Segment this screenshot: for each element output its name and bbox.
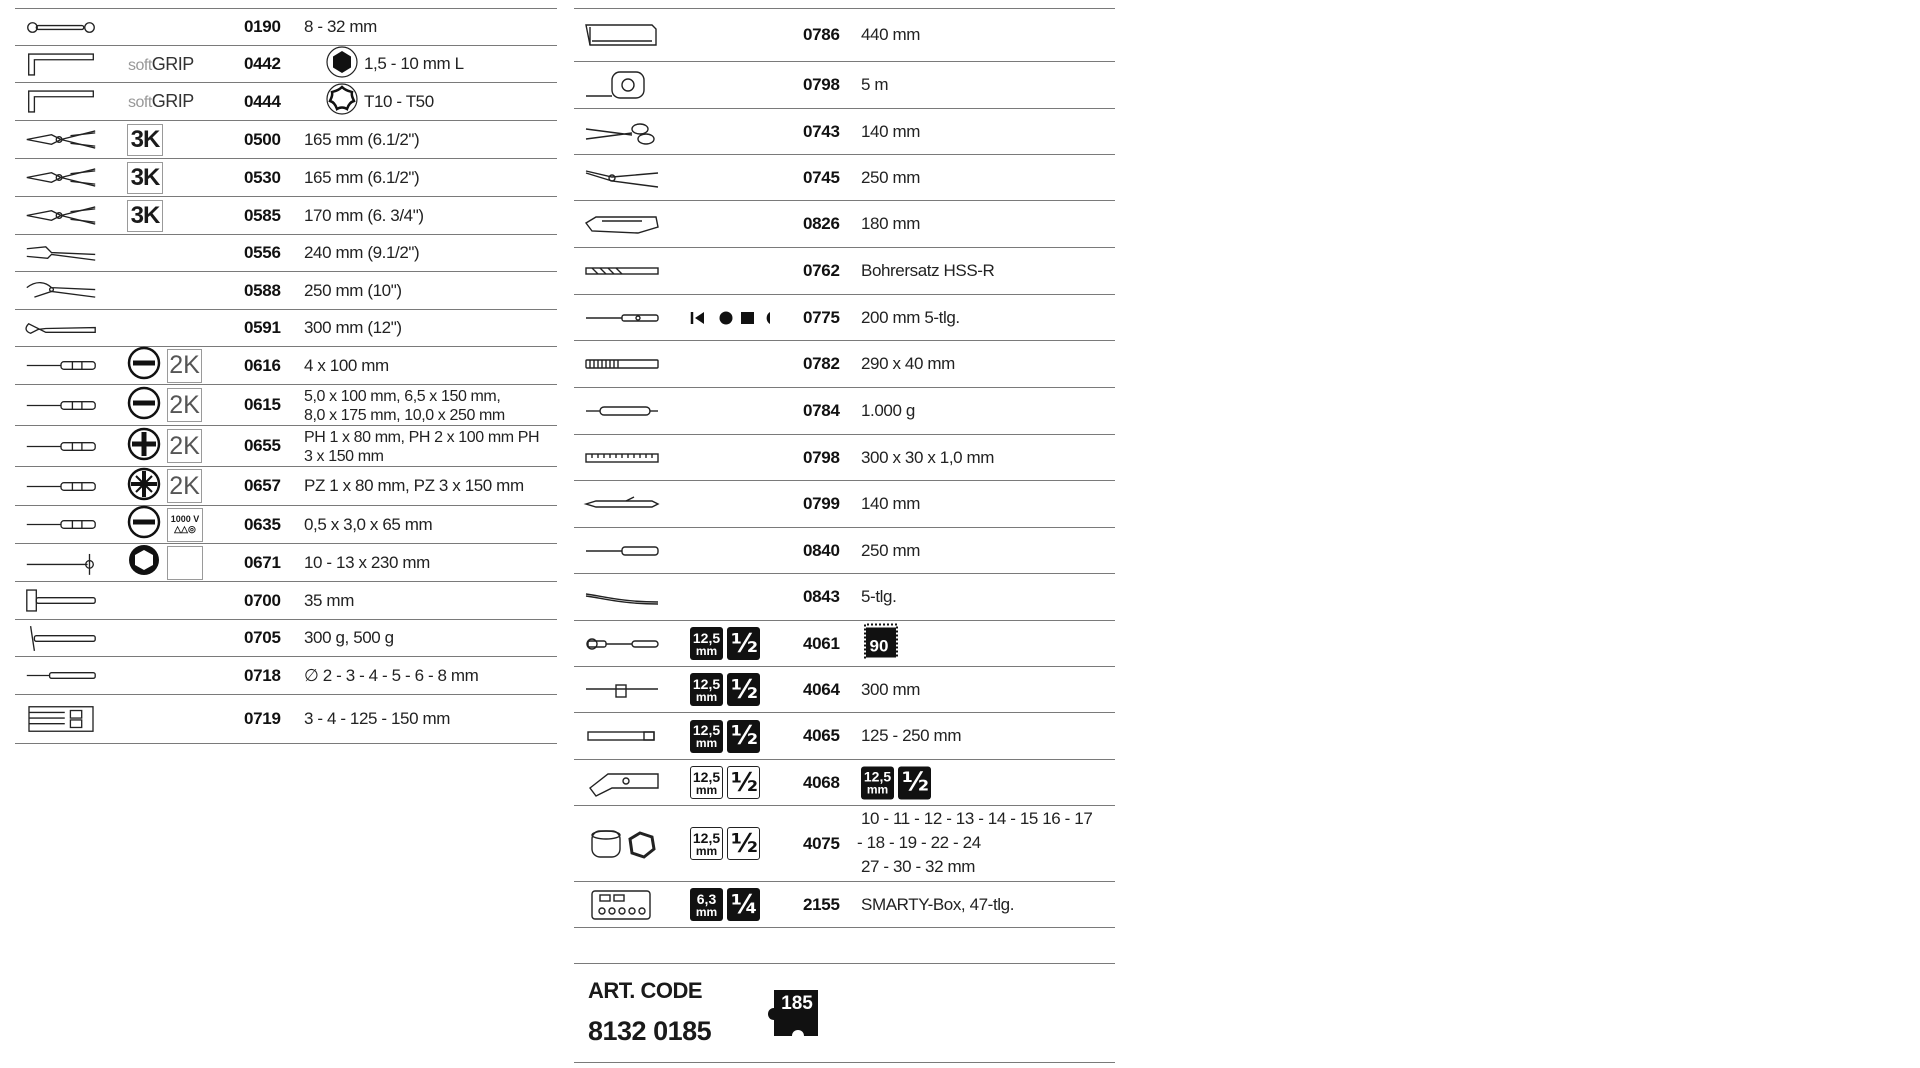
table-row xyxy=(574,528,1115,574)
description: 300 mm xyxy=(861,679,921,699)
table-row xyxy=(574,713,1115,760)
article-number: 0588 xyxy=(244,280,281,300)
table-row xyxy=(15,506,557,544)
table-row xyxy=(15,197,557,235)
table-row xyxy=(15,426,557,467)
description: 125 - 250 mm xyxy=(861,725,962,745)
screwdriver-icon xyxy=(17,467,105,505)
table-row xyxy=(15,544,557,582)
hammer-icon xyxy=(17,620,105,656)
slotted-icon xyxy=(127,386,161,425)
3k-badge: 3K xyxy=(127,200,163,232)
utility-knife-icon xyxy=(576,201,668,247)
table-row xyxy=(15,620,557,657)
needle-nose-pliers-icon xyxy=(17,197,105,234)
description: 0,5 x 3,0 x 65 mm xyxy=(304,514,433,534)
table-row xyxy=(15,657,557,695)
torx-key-icon xyxy=(17,83,105,120)
table-row xyxy=(574,882,1115,928)
empty-badge xyxy=(167,546,203,580)
drive-size-badge: 12,5 mm xyxy=(690,827,723,860)
handle-icon xyxy=(576,388,668,434)
badge-cell xyxy=(128,46,194,82)
t-handle-icon xyxy=(17,544,105,581)
description: 140 mm xyxy=(861,493,921,513)
description: 440 mm xyxy=(861,24,921,44)
article-number: 0585 xyxy=(244,205,281,225)
badge-cell xyxy=(690,713,760,759)
description: 5,0 x 100 mm, 6,5 x 150 mm, xyxy=(304,388,501,405)
article-number: 0719 xyxy=(244,709,281,728)
drive-size-badge: 12,5 mm xyxy=(690,627,723,660)
article-number: 4061 xyxy=(803,633,840,653)
article-number: 0442 xyxy=(244,54,281,73)
badge-cell xyxy=(127,385,202,425)
description-line-2: 3 x 150 mm xyxy=(304,448,384,465)
table-row xyxy=(15,385,557,426)
punch-icon xyxy=(17,657,105,694)
table-row xyxy=(15,582,557,620)
extension-bar-icon xyxy=(576,713,668,759)
description-line-2: - 18 - 19 - 22 - 24 xyxy=(857,833,981,852)
screwdriver-icon xyxy=(17,385,105,425)
2k-badge: 2K xyxy=(167,469,202,503)
drive-fraction-badge: ½ xyxy=(727,673,760,706)
article-number: 0671 xyxy=(244,552,281,572)
badge-cell xyxy=(690,621,760,666)
table-row xyxy=(574,62,1115,109)
article-number: 0826 xyxy=(803,214,840,233)
drive-fraction-badge: ¼ xyxy=(727,888,760,921)
angle-90-icon xyxy=(861,622,899,665)
table-row xyxy=(574,201,1115,248)
drive-fraction-badge: ½ xyxy=(727,766,760,799)
left-column xyxy=(15,8,557,744)
table-row xyxy=(15,235,557,272)
adapter-icon xyxy=(576,760,668,805)
article-number: 0190 xyxy=(244,17,281,36)
table-row xyxy=(574,155,1115,201)
badge-cell xyxy=(127,467,202,505)
description: 10 - 13 x 230 mm xyxy=(304,552,430,572)
softgrip-logo: softGRIP xyxy=(128,91,194,111)
tin-snips-icon xyxy=(576,155,668,200)
badge-cell xyxy=(128,83,194,120)
table-row xyxy=(574,248,1115,295)
hex-solid-icon xyxy=(325,45,359,84)
right-column xyxy=(574,8,1115,928)
article-number: 4068 xyxy=(803,772,840,792)
scissors-icon xyxy=(576,109,668,154)
hex-socket-icon xyxy=(127,543,161,582)
table-row xyxy=(15,83,557,121)
table-row xyxy=(574,109,1115,155)
badge-cell xyxy=(690,760,760,805)
drive-fraction-badge: ½ xyxy=(898,766,931,799)
table-row xyxy=(574,574,1115,621)
description: 35 mm xyxy=(304,590,354,610)
locking-pliers-icon xyxy=(17,272,105,309)
table-row xyxy=(15,9,557,46)
table-row xyxy=(574,341,1115,388)
drive-size-badge: 12,5 mm xyxy=(690,720,723,753)
article-number: 0655 xyxy=(244,436,281,455)
file-shapes-icon xyxy=(690,295,772,340)
torx-icon xyxy=(325,82,359,121)
description-line-3: 27 - 30 - 32 mm xyxy=(861,857,975,876)
softgrip-logo: softGRIP xyxy=(128,53,194,74)
badge-cell xyxy=(127,544,203,581)
marker-icon xyxy=(576,481,668,527)
description: 170 mm (6. 3/4") xyxy=(304,205,424,225)
badge-cell xyxy=(127,347,202,384)
description: 5-tlg. xyxy=(861,586,897,606)
output-drive-badges xyxy=(861,766,931,799)
description: 240 mm (9.1/2") xyxy=(304,242,420,262)
1000v-badge: 1000 V △△◎ xyxy=(167,508,203,542)
badge-cell xyxy=(127,426,202,466)
article-number: 0657 xyxy=(244,476,281,495)
table-row xyxy=(15,121,557,159)
table-row xyxy=(15,310,557,347)
pozidriv-icon xyxy=(127,467,161,506)
description: SMARTY-Box, 47-tlg. xyxy=(861,894,1015,914)
combination-wrench-icon xyxy=(17,9,105,45)
bit-box-icon xyxy=(576,882,668,927)
table-row xyxy=(574,295,1115,341)
article-number: 0775 xyxy=(803,307,840,327)
description: PH 1 x 80 mm, PH 2 x 100 mm PH xyxy=(304,429,540,446)
pliers-icon xyxy=(17,121,105,158)
badge-cell xyxy=(127,197,163,234)
ratchet-icon xyxy=(576,621,668,666)
article-number: 0500 xyxy=(244,129,281,149)
drill-bit-icon xyxy=(576,248,668,294)
article-code-block xyxy=(574,963,1115,1063)
table-row xyxy=(574,481,1115,528)
article-number: 0786 xyxy=(803,25,840,44)
wire-brush-icon xyxy=(576,341,668,387)
description: ∅ 2 - 3 - 4 - 5 - 6 - 8 mm xyxy=(304,665,479,685)
drive-size-badge: 12,5 mm xyxy=(690,766,723,799)
hex-key-icon xyxy=(17,46,105,82)
article-number: 0743 xyxy=(803,121,840,141)
svg-text:90: 90 xyxy=(869,636,889,655)
table-row xyxy=(15,46,557,83)
table-row xyxy=(15,159,557,197)
drive-size-badge: 6,3 mm xyxy=(690,888,723,921)
article-number: 0782 xyxy=(803,354,840,373)
article-number: 0705 xyxy=(244,628,281,647)
description-line-2: 8,0 x 175 mm, 10,0 x 250 mm xyxy=(304,407,505,424)
rubber-mallet-icon xyxy=(17,582,105,619)
article-code-label: ART. CODE xyxy=(588,978,703,1003)
socket-icon xyxy=(576,806,668,881)
2k-badge: 2K xyxy=(167,429,202,463)
feeler-gauge-icon xyxy=(576,574,668,620)
table-row xyxy=(574,667,1115,713)
article-number: 0444 xyxy=(244,91,281,111)
description: 140 mm xyxy=(861,121,921,141)
t-bar-icon xyxy=(576,667,668,712)
badge-cell xyxy=(127,506,203,543)
description: 165 mm (6.1/2") xyxy=(304,167,420,187)
article-number: 0700 xyxy=(244,590,281,610)
2k-badge: 2K xyxy=(167,349,202,383)
2k-badge: 2K xyxy=(167,388,202,422)
description: 5 m xyxy=(861,74,889,94)
badge-cell xyxy=(127,121,163,158)
screwdriver-icon xyxy=(17,426,105,466)
phillips-icon xyxy=(127,427,161,466)
description: 4 x 100 mm xyxy=(304,355,389,375)
description: PZ 1 x 80 mm, PZ 3 x 150 mm xyxy=(304,475,524,495)
water-pump-pliers-icon xyxy=(17,235,105,271)
table-row xyxy=(574,806,1115,882)
article-number: 0616 xyxy=(244,355,281,375)
table-row xyxy=(15,467,557,506)
article-number: 0530 xyxy=(244,167,281,187)
table-row xyxy=(15,695,557,744)
article-number: 0635 xyxy=(244,514,281,534)
description: 290 x 40 mm xyxy=(861,353,955,373)
slotted-icon xyxy=(127,505,161,544)
description: 300 g, 500 g xyxy=(304,627,394,647)
description: 180 mm xyxy=(861,213,921,233)
table-row xyxy=(574,9,1115,62)
hacksaw-icon xyxy=(576,9,668,61)
table-row xyxy=(574,435,1115,481)
description: 250 mm xyxy=(861,540,921,560)
description: T10 - T50 xyxy=(364,91,434,111)
description: 200 mm 5-tlg. xyxy=(861,307,960,327)
slotted-icon xyxy=(127,346,161,385)
article-number: 0798 xyxy=(803,447,840,467)
article-number: 4064 xyxy=(803,679,840,699)
side-cutter-icon xyxy=(17,159,105,196)
description: 250 mm (10") xyxy=(304,280,402,300)
badge-cell xyxy=(690,882,760,927)
drive-fraction-badge: ½ xyxy=(727,827,760,860)
puzzle-icon xyxy=(764,984,826,1051)
article-code-value: 8132 0185 xyxy=(588,1016,712,1046)
description: 250 mm xyxy=(861,167,921,187)
article-number: 0745 xyxy=(803,167,840,187)
article-number: 0840 xyxy=(803,540,840,560)
drive-size-badge: 12,5 mm xyxy=(690,673,723,706)
drive-size-badge: 12,5 mm xyxy=(861,766,894,799)
chisel-set-icon xyxy=(17,695,105,743)
article-number: 0615 xyxy=(244,395,281,414)
badge-cell xyxy=(690,667,760,712)
drive-fraction-badge: ½ xyxy=(727,627,760,660)
article-number: 0784 xyxy=(803,401,840,420)
table-row xyxy=(574,388,1115,435)
description: 300 x 30 x 1,0 mm xyxy=(861,447,995,467)
description: Bohrersatz HSS-R xyxy=(861,260,995,280)
table-row xyxy=(574,621,1115,667)
description: 10 - 11 - 12 - 13 - 14 - 15 16 - 17 xyxy=(861,809,1093,828)
puzzle-number: 185 xyxy=(781,993,813,1014)
ruler-icon xyxy=(576,435,668,480)
article-number: 4065 xyxy=(803,726,840,745)
table-row xyxy=(15,272,557,310)
3k-badge: 3K xyxy=(127,162,163,194)
description: 1,5 - 10 mm L xyxy=(364,53,464,73)
drive-fraction-badge: ½ xyxy=(727,720,760,753)
description: 3 - 4 - 125 - 150 mm xyxy=(304,708,451,728)
file-icon xyxy=(576,295,668,340)
adjustable-wrench-icon xyxy=(17,310,105,346)
description: 165 mm (6.1/2") xyxy=(304,129,420,149)
3k-badge: 3K xyxy=(127,124,163,156)
article-number: 0556 xyxy=(244,243,281,262)
article-number: 0798 xyxy=(803,75,840,94)
putty-knife-icon xyxy=(576,528,668,573)
table-row xyxy=(574,760,1115,806)
description: 300 mm (12") xyxy=(304,317,402,337)
article-number: 0843 xyxy=(803,587,840,606)
article-number: 2155 xyxy=(803,894,840,914)
table-row xyxy=(15,347,557,385)
description: 8 - 32 mm xyxy=(304,16,377,36)
vde-screwdriver-icon xyxy=(17,506,105,543)
article-number: 0762 xyxy=(803,261,840,280)
badge-cell xyxy=(690,806,760,881)
badge-cell xyxy=(127,159,163,196)
article-number: 0591 xyxy=(244,318,281,337)
tape-measure-icon xyxy=(576,62,668,108)
article-number: 0718 xyxy=(244,665,281,685)
article-number: 4075 xyxy=(803,833,840,853)
article-number: 0799 xyxy=(803,494,840,513)
screwdriver-icon xyxy=(17,347,105,384)
description: 1.000 g xyxy=(861,400,915,420)
